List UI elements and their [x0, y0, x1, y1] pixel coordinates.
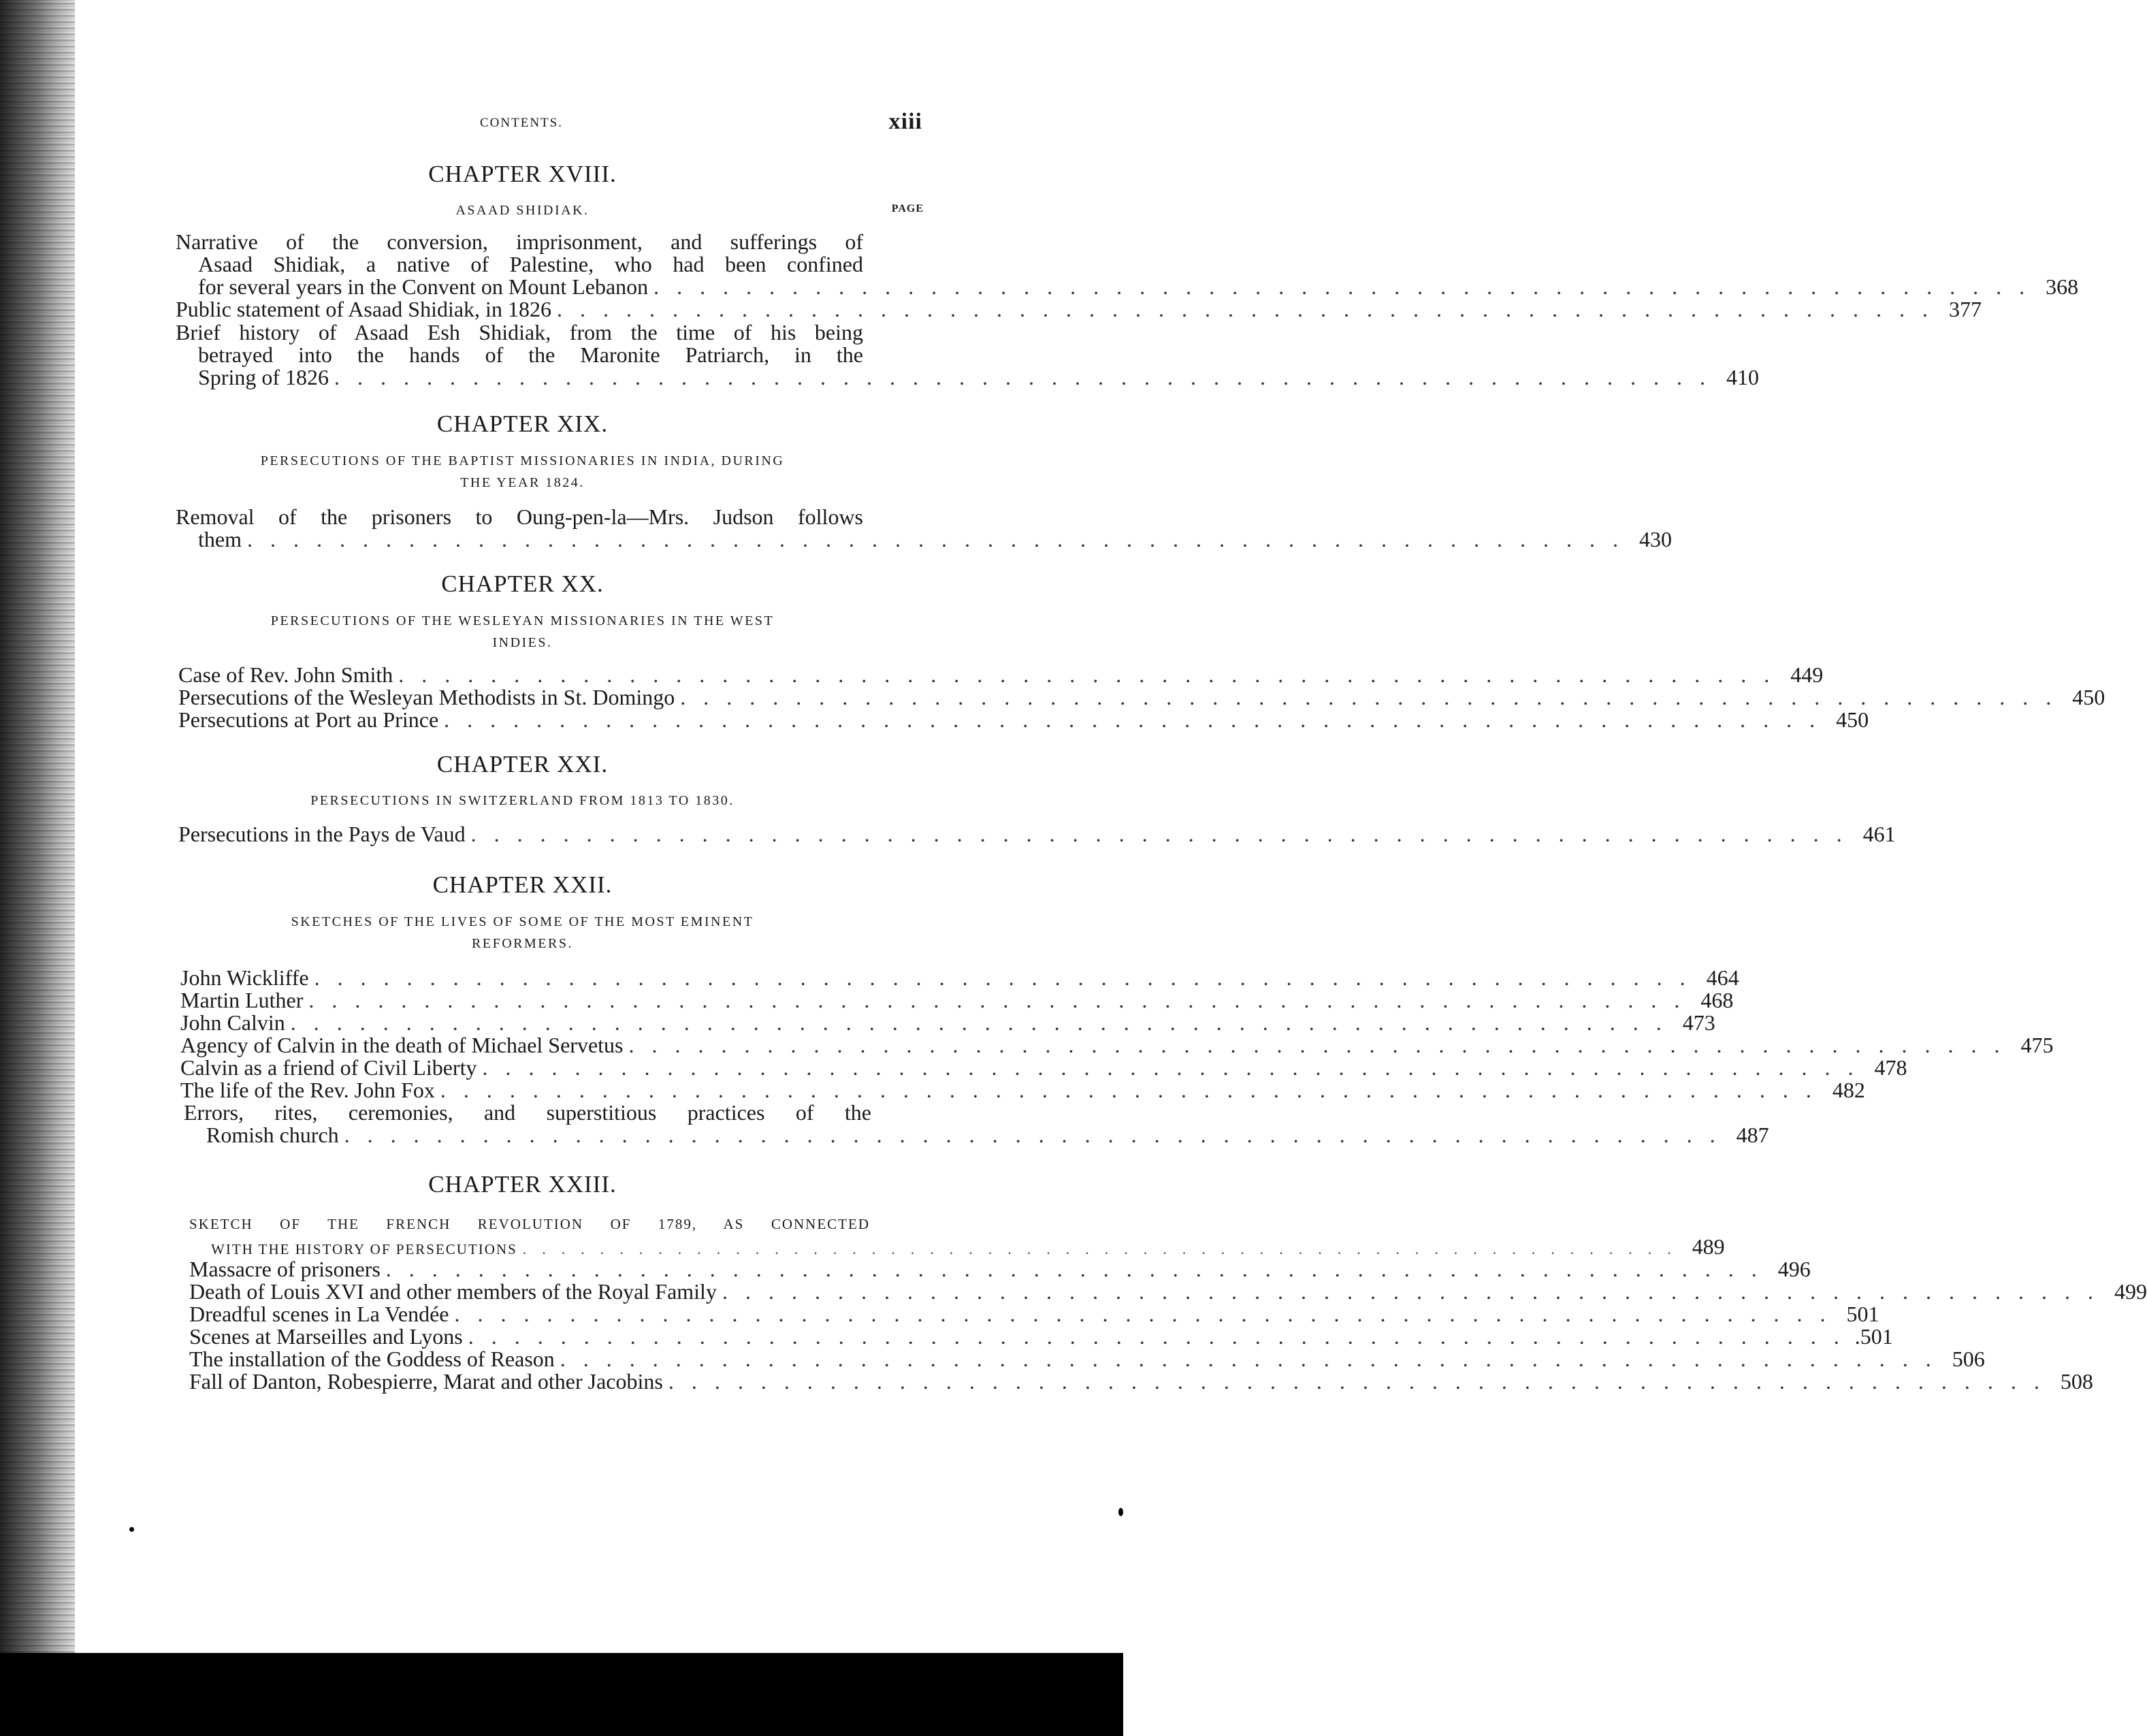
toc-entry-title: Martin Luther — [180, 988, 304, 1012]
leader-dots: . . . . . . . . . . . . . . . . . . . . . . . . . . . . . . . . . . . . . . . . . . . . . . . . . . . . . . . . . . . . — [628, 1033, 2006, 1057]
toc-entry-title: Dreadful scenes in La Vendée — [189, 1302, 449, 1326]
toc-entry-line: SKETCH OF THE FRENCH REVOLUTION OF 1789, AS CONNECTED — [189, 1216, 870, 1232]
toc-page-number: 499 — [2114, 1279, 2147, 1304]
chapter-subtitle-line: INDIES. — [492, 635, 553, 650]
leader-dots: . . . . . . . . . . . . . . . . . . . . . . . . . . . . . . . . . . . . . . . . . . . . . . . . . . . . . . . . . . . . — [444, 707, 1822, 732]
leader-dots: . . . . . . . . . . . . . . . . . . . . . . . . . . . . . . . . . . . . . . . . . . . . . . . . . . . . . . . . . . . . — [308, 988, 1686, 1012]
toc-page-number: 496 — [1777, 1257, 1811, 1281]
chapter-title: CHAPTER XX. — [441, 570, 604, 597]
toc-page-number: 450 — [1836, 707, 1869, 732]
toc-entry-title: Persecutions of the Wesleyan Methodists in St. Domingo — [178, 685, 675, 709]
toc-page-number: 461 — [1862, 822, 1896, 846]
toc-entry-title: The installation of the Goddess of Reason — [189, 1347, 555, 1371]
toc-page-number: 475 — [2020, 1033, 2054, 1057]
leader-dots: . . . . . . . . . . . . . . . . . . . . . . . . . . . . . . . . . . . . . . . . . . . . . . . . . . . . . . . . . . . . — [482, 1055, 1860, 1080]
leader-dots: . . . . . . . . . . . . . . . . . . . . . . . . . . . . . . . . . . . . . . . . . . . . . . . . . . . . . . . . . . . . — [440, 1078, 1818, 1102]
toc-entry-title: The life of the Rev. John Fox — [180, 1078, 435, 1102]
toc-entry-title: Calvin as a friend of Civil Liberty — [180, 1055, 477, 1080]
toc-entry[interactable] — [198, 274, 2079, 299]
toc-entry-title: Public statement of Asaad Shidiak, in 1826 — [176, 297, 551, 321]
toc-page-number: 464 — [1706, 965, 1739, 990]
toc-entry-title: them — [198, 527, 242, 551]
toc-page-number: 450 — [2072, 685, 2105, 709]
toc-entry[interactable] — [189, 1279, 2147, 1304]
toc-page-number: 430 — [1638, 527, 1672, 551]
toc-entry[interactable] — [176, 297, 1982, 321]
toc-entry[interactable] — [189, 1347, 1985, 1371]
leader-dots: . . . . . . . . . . . . . . . . . . . . . . . . . . . . . . . . . . . . . . . . . . . . . . . . . . . . . . . . . . . . — [653, 274, 2031, 299]
toc-entry-line: Removal of the prisoners to Oung-pen-la—Mrs. Judson follows — [176, 504, 863, 529]
toc-page-number: 478 — [1874, 1055, 1907, 1080]
chapter-title: CHAPTER XIX. — [436, 411, 609, 437]
leader-dots: . . . . . . . . . . . . . . . . . . . . . . . . . . . . . . . . . . . . . . . . . . . . . . . . . . . . . . . . . . . . — [668, 1369, 2046, 1394]
toc-entry[interactable] — [198, 365, 1759, 389]
toc-entry-title: Scenes at Marseilles and Lyons — [189, 1324, 463, 1349]
toc-page-number: 487 — [1736, 1123, 1769, 1147]
leader-dots: . . . . . . . . . . . . . . . . . . . . . . . . . . . . . . . . . . . . . . . . . . . . . . . . . . . . . . . . . . . . — [385, 1257, 1763, 1281]
toc-entry[interactable] — [189, 1302, 1879, 1326]
toc-entry-line: betrayed into the hands of the Maronite Patriarch, in the — [198, 342, 863, 367]
chapter-subtitle-line: PERSECUTIONS OF THE BAPTIST MISSIONARIES IN INDIA, DURING — [260, 453, 785, 468]
chapter-subtitle-line: SKETCHES OF THE LIVES OF SOME OF THE MOST EMINENT — [291, 914, 754, 929]
toc-page-number: 506 — [1952, 1347, 1985, 1371]
toc-entry[interactable] — [189, 1369, 2093, 1394]
toc-entry-title: John Calvin — [180, 1010, 285, 1035]
toc-page-number: 482 — [1832, 1078, 1865, 1102]
toc-entry-text — [184, 1102, 871, 1124]
toc-entry-title: Spring of 1826 — [198, 365, 329, 389]
chapter-subtitle — [174, 911, 871, 954]
leader-dots: . . . . . . . . . . . . . . . . . . . . . . . . . . . . . . . . . . . . . . . . . . . . . . . . . . . . . . . . . . . . — [468, 1324, 1845, 1349]
chapter-title: CHAPTER XXII. — [432, 871, 613, 898]
toc-page-number: 377 — [1948, 297, 1982, 321]
toc-entry[interactable] — [178, 707, 1869, 732]
toc-entry[interactable] — [206, 1123, 1769, 1147]
leader-dots: . . . . . . . . . . . . . . . . . . . . . . . . . . . . . . . . . . . . . . . . . . . . . . . . . . . . . . . . . . . . — [680, 685, 2058, 709]
leader-dots: . . . . . . . . . . . . . . . . . . . . . . . . . . . . . . . . . . . . . . . . . . . . . . . . . . . . . . . . . . . . — [560, 1347, 1937, 1371]
leader-dots: . . . . . . . . . . . . . . . . . . . . . . . . . . . . . . . . . . . . . . . . . . . . . . . . . . . . . . . . . . . . — [246, 527, 1624, 551]
scan-speck — [129, 1527, 134, 1532]
toc-entry-text — [189, 1213, 870, 1236]
toc-entry-text — [176, 506, 863, 528]
toc-entry[interactable] — [180, 988, 1734, 1012]
toc-page-number: 410 — [1726, 365, 1759, 389]
toc-entry[interactable] — [180, 1055, 1907, 1080]
toc-entry-text — [176, 321, 863, 366]
toc-entry-title: John Wickliffe — [180, 965, 309, 990]
toc-entry[interactable] — [198, 527, 1672, 551]
leader-dots: . . . . . . . . . . . . . . . . . . . . . . . . . . . . . . . . . . . . . . . . . . . . . . . . . . . . . . . . . . . . — [722, 1279, 2099, 1304]
page-column-label: PAGE — [891, 203, 924, 214]
chapter-title: CHAPTER XXI. — [436, 751, 609, 777]
toc-entry-line: Errors, rites, ceremonies, and superstitious practices of the — [184, 1100, 871, 1125]
toc-page-number: .501 — [1854, 1324, 1893, 1349]
toc-entry[interactable] — [189, 1257, 1811, 1281]
toc-entry-title: for several years in the Convent on Mount Lebanon — [198, 274, 649, 299]
running-head: CONTENTS. — [480, 116, 563, 130]
chapter-subtitle: ASAAD SHIDIAK. — [455, 203, 590, 218]
toc-page-number: 501 — [1846, 1302, 1879, 1326]
chapter-subtitle-line: REFORMERS. — [472, 936, 573, 951]
scan-gutter-shadow — [0, 0, 75, 1654]
toc-entry-title: Fall of Danton, Robespierre, Marat and other Jacobins — [189, 1369, 663, 1394]
toc-entry[interactable] — [189, 1324, 1893, 1349]
toc-page-number: 368 — [2046, 274, 2079, 299]
toc-entry-line: Brief history of Asaad Esh Shidiak, from the time of his being — [176, 320, 863, 344]
toc-entry-title: Agency of Calvin in the death of Michael Servetus — [180, 1033, 624, 1057]
chapter-title: CHAPTER XXIII. — [428, 1171, 617, 1197]
toc-entry-title: Romish church — [206, 1123, 339, 1147]
toc-entry[interactable] — [180, 1078, 1865, 1102]
leader-dots: . . . . . . . . . . . . . . . . . . . . . . . . . . . . . . . . . . . . . . . . . . . . . . . . . . . . . . . . . . . . — [556, 297, 1934, 321]
toc-entry[interactable] — [178, 822, 1896, 846]
toc-page-number: 489 — [1692, 1234, 1725, 1259]
toc-page-number: 468 — [1700, 988, 1734, 1012]
toc-entry-title: Persecutions at Port au Prince — [178, 707, 439, 732]
toc-entry-title: WITH THE HISTORY OF PERSECUTIONS — [211, 1241, 517, 1257]
leader-dots: . . . . . . . . . . . . . . . . . . . . . . . . . . . . . . . . . . . . . . . . . . . . . . . . . . . . . . . . . . . . — [398, 662, 1776, 687]
chapter-subtitle — [174, 450, 871, 494]
chapter-subtitle — [174, 610, 871, 654]
leader-dots: . . . . . . . . . . . . . . . . . . . . . . . . . . . . . . . . . . . . . . . . . . . . . . . . . . . . . . . . . . . . — [334, 365, 1711, 389]
toc-entry[interactable] — [178, 662, 1824, 687]
leader-dots: . . . . . . . . . . . . . . . . . . . . . . . . . . . . . . . . . . . . . . . . . . . . . . . . . . . . . . . . . . . . — [454, 1302, 1832, 1326]
chapter-title: CHAPTER XVIII. — [428, 161, 617, 187]
toc-entry[interactable] — [178, 685, 2105, 709]
toc-entry[interactable] — [180, 965, 1739, 990]
toc-entry-title: Massacre of prisoners — [189, 1257, 381, 1281]
page-number: xiii — [888, 109, 922, 134]
leader-dots: . . . . . . . . . . . . . . . . . . . . . . . . . . . . . . . . . . . . . . . . . . . . . . . . . . . . . . . . . . . . — [290, 1010, 1668, 1035]
toc-entry-title: Case of Rev. John Smith — [178, 662, 393, 687]
toc-entry[interactable] — [180, 1010, 1715, 1035]
chapter-subtitle-line: PERSECUTIONS OF THE WESLEYAN MISSIONARIES IN THE WEST — [270, 613, 775, 628]
leader-dots: . . . . . . . . . . . . . . . . . . . . . . . . . . . . . . . . . . . . . . . . . . . . . . . . . . . . . . . . . . . . — [470, 822, 1848, 846]
toc-page-number: 473 — [1682, 1010, 1715, 1035]
toc-page-number: 449 — [1790, 662, 1824, 687]
toc-entry-text — [176, 231, 863, 276]
toc-page-number: 508 — [2060, 1369, 2093, 1394]
toc-entry-line: Asaad Shidiak, a native of Palestine, who had been confined — [198, 252, 863, 276]
leader-dots: . . . . . . . . . . . . . . . . . . . . . . . . . . . . . . . . . . . . . . . . . . . . . . . . . . . . . . . . . . . . — [344, 1123, 1722, 1147]
toc-entry-title: Persecutions in the Pays de Vaud — [178, 822, 466, 846]
chapter-subtitle: PERSECUTIONS IN SWITZERLAND FROM 1813 TO 1830. — [310, 793, 734, 808]
toc-entry[interactable] — [180, 1033, 2054, 1057]
leader-dots: . . . . . . . . . . . . . . . . . . . . . . . . . . . . . . . . . . . . . . . . . . . . . . . . . . . . . . . . . . . . — [314, 965, 1692, 990]
scan-bottom-edge — [0, 1653, 1123, 1736]
scan-speck — [1118, 1508, 1123, 1516]
chapter-subtitle-line: THE YEAR 1824. — [460, 475, 585, 490]
leader-dots: . . . . . . . . . . . . . . . . . . . . . . . . . . . . . . . . . . . . . . . . . . . . . . . . . . . . . . . . . . . . — [522, 1241, 1677, 1257]
toc-entry-line: Narrative of the conversion, imprisonment, and sufferings of — [176, 229, 863, 254]
toc-entry-title: Death of Louis XVI and other members of the Royal Family — [189, 1279, 717, 1304]
